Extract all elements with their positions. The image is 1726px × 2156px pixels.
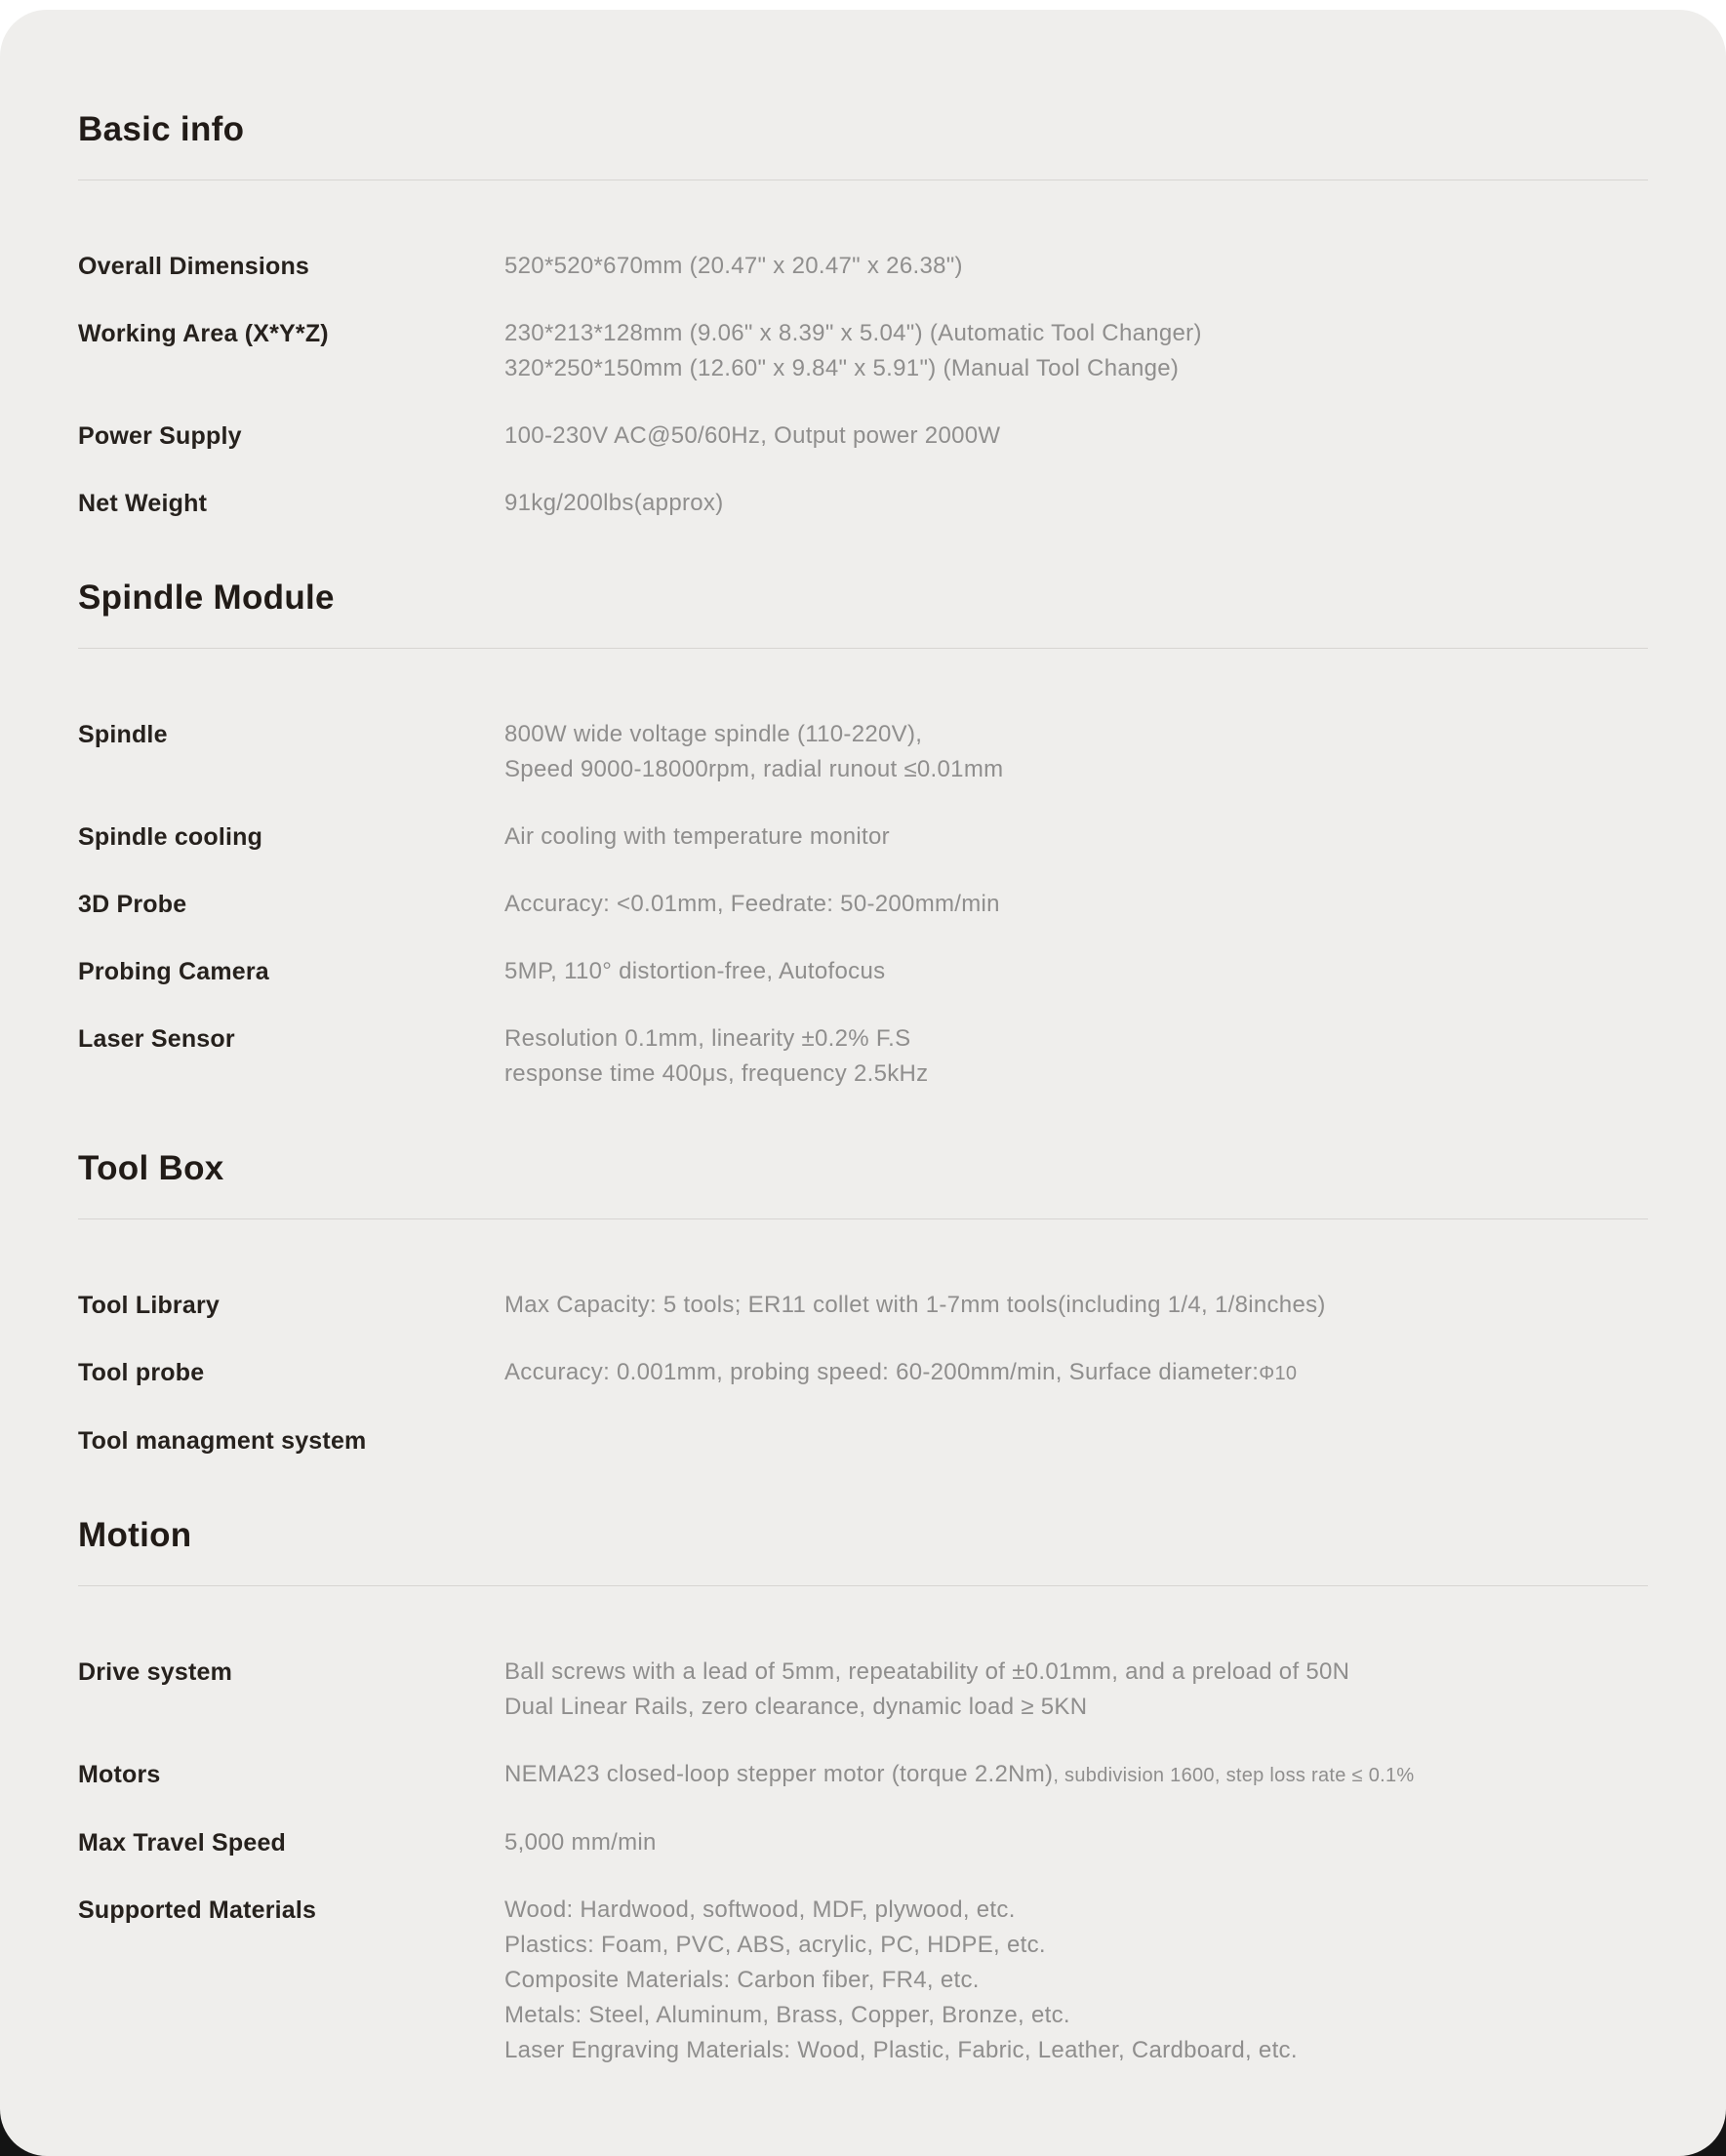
spec-value-line xyxy=(504,486,1648,521)
spec-row xyxy=(78,1893,1648,2068)
section-tool-box xyxy=(78,1146,1648,1458)
spec-row xyxy=(78,1825,1648,1860)
spec-value-segment: response time 400μs, frequency 2.5kHz xyxy=(504,1060,929,1087)
spec-value-line xyxy=(504,419,1648,454)
spec-value-line xyxy=(504,2033,1648,2068)
section-divider xyxy=(78,1585,1648,1586)
spec-row xyxy=(78,486,1648,521)
spec-label: Spindle cooling xyxy=(78,823,263,851)
spec-value-segment: Ball screws with a lead of 5mm, repeatability of ±0.01mm, and a preload of 50N xyxy=(504,1658,1350,1685)
spec-row xyxy=(78,819,1648,855)
spec-rows xyxy=(78,1655,1648,2068)
spec-value-line xyxy=(504,351,1648,386)
spec-value-line xyxy=(504,752,1648,787)
spec-value-segment: Metals: Steel, Aluminum, Brass, Copper, Bronze, etc. xyxy=(504,2002,1070,2028)
spec-row xyxy=(78,954,1648,989)
spec-value-line xyxy=(504,1288,1648,1323)
spec-value-line xyxy=(504,1355,1648,1391)
spec-label: Net Weight xyxy=(78,490,208,517)
spec-value-line xyxy=(504,954,1648,989)
spec-row xyxy=(78,1355,1648,1391)
spec-value-line xyxy=(504,1021,1648,1057)
spec-value-line xyxy=(504,819,1648,855)
spec-value-line xyxy=(504,1690,1648,1725)
section-basic-info xyxy=(78,107,1648,521)
spec-row xyxy=(78,249,1648,284)
spec-value xyxy=(504,316,1648,386)
spec-value-segment: 100-230V AC@50/60Hz, Output power 2000W xyxy=(504,422,1001,449)
spec-value-segment: 5MP, 110° distortion-free, Autofocus xyxy=(504,958,886,984)
spec-value-segment: Resolution 0.1mm, linearity ±0.2% F.S xyxy=(504,1025,911,1052)
section-title: Motion xyxy=(78,1516,192,1554)
spec-value xyxy=(504,717,1648,787)
spec-row xyxy=(78,316,1648,386)
spec-row xyxy=(78,1655,1648,1725)
section-spindle-module xyxy=(78,576,1648,1092)
spec-label: Overall Dimensions xyxy=(78,253,310,280)
spec-rows xyxy=(78,717,1648,1092)
spec-value xyxy=(504,1288,1648,1323)
spec-value-segment: Speed 9000-18000rpm, radial runout ≤0.01mm xyxy=(504,756,1004,782)
spec-card xyxy=(0,10,1726,2156)
spec-value xyxy=(504,887,1648,922)
spec-value-segment: 5,000 mm/min xyxy=(504,1829,657,1856)
spec-value-segment: Composite Materials: Carbon fiber, FR4, etc. xyxy=(504,1967,980,1993)
spec-value-line xyxy=(504,1998,1648,2033)
spec-label: Drive system xyxy=(78,1658,233,1686)
spec-label: Max Travel Speed xyxy=(78,1829,287,1857)
spec-value-line xyxy=(504,717,1648,752)
spec-label: Tool probe xyxy=(78,1359,205,1386)
spec-value-line xyxy=(504,1893,1648,1928)
section-divider xyxy=(78,1218,1648,1219)
spec-row xyxy=(78,1423,1648,1458)
spec-value-line xyxy=(504,1928,1648,1963)
spec-value xyxy=(504,954,1648,989)
spec-label: Probing Camera xyxy=(78,958,269,985)
spec-label: Working Area (X*Y*Z) xyxy=(78,320,329,347)
spec-value xyxy=(504,486,1648,521)
spec-value xyxy=(504,1655,1648,1725)
spec-value xyxy=(504,1355,1648,1391)
spec-label: Laser Sensor xyxy=(78,1025,235,1053)
spec-value xyxy=(504,819,1648,855)
spec-label: Supported Materials xyxy=(78,1896,317,1924)
spec-value-segment: Laser Engraving Materials: Wood, Plastic, Fabric, Leather, Cardboard, etc. xyxy=(504,2037,1298,2063)
spec-row xyxy=(78,887,1648,922)
spec-value xyxy=(504,419,1648,454)
spec-value-segment: 91kg/200lbs(approx) xyxy=(504,490,724,516)
spec-value-segment: Max Capacity: 5 tools; ER11 collet with 1-7mm tools(including 1/4, 1/8inches) xyxy=(504,1292,1326,1318)
spec-value-segment: Plastics: Foam, PVC, ABS, acrylic, PC, HDPE, etc. xyxy=(504,1932,1046,1958)
spec-value-line xyxy=(504,1825,1648,1860)
spec-label: Tool managment system xyxy=(78,1427,367,1455)
spec-value xyxy=(504,1825,1648,1860)
section-title: Tool Box xyxy=(78,1149,224,1187)
spec-value-segment: NEMA23 closed-loop stepper motor (torque 2.2Nm) xyxy=(504,1761,1054,1787)
spec-value-line xyxy=(504,316,1648,351)
spec-value-line xyxy=(504,1655,1648,1690)
spec-value-segment: 520*520*670mm (20.47" x 20.47" x 26.38") xyxy=(504,253,963,279)
spec-value-segment: Accuracy: 0.001mm, probing speed: 60-200mm/min, Surface diameter: xyxy=(504,1359,1260,1385)
spec-value-line xyxy=(504,887,1648,922)
spec-value-segment: 230*213*128mm (9.06" x 8.39" x 5.04") (Automatic Tool Changer) xyxy=(504,320,1202,346)
spec-value-segment: 320*250*150mm (12.60" x 9.84" x 5.91") (Manual Tool Change) xyxy=(504,355,1180,381)
spec-value-segment: Air cooling with temperature monitor xyxy=(504,823,890,850)
spec-value xyxy=(504,1757,1648,1793)
spec-label: Spindle xyxy=(78,721,168,748)
spec-value-line xyxy=(504,1757,1648,1793)
section-motion xyxy=(78,1513,1648,2068)
spec-value-line xyxy=(504,1057,1648,1092)
spec-label: Motors xyxy=(78,1761,161,1788)
spec-value-line xyxy=(504,1963,1648,1998)
section-divider xyxy=(78,648,1648,649)
spec-row xyxy=(78,419,1648,454)
spec-value-segment: Φ10 xyxy=(1259,1363,1298,1384)
spec-value-segment: Dual Linear Rails, zero clearance, dynamic load ≥ 5KN xyxy=(504,1694,1088,1720)
spec-value xyxy=(504,1893,1648,2068)
spec-row xyxy=(78,1021,1648,1092)
spec-value-segment: Accuracy: <0.01mm, Feedrate: 50-200mm/min xyxy=(504,891,1000,917)
spec-row xyxy=(78,1288,1648,1323)
spec-rows xyxy=(78,249,1648,521)
section-title: Spindle Module xyxy=(78,579,335,617)
spec-row xyxy=(78,1757,1648,1793)
spec-rows xyxy=(78,1288,1648,1458)
spec-value-line xyxy=(504,249,1648,284)
spec-value-segment: , subdivision 1600, step loss rate ≤ 0.1% xyxy=(1053,1765,1415,1786)
spec-value-segment: Wood: Hardwood, softwood, MDF, plywood, etc. xyxy=(504,1896,1016,1923)
spec-value xyxy=(504,1021,1648,1092)
spec-label: Tool Library xyxy=(78,1292,221,1319)
spec-row xyxy=(78,717,1648,787)
spec-label: 3D Probe xyxy=(78,891,187,918)
spec-value xyxy=(504,249,1648,284)
spec-value-segment: 800W wide voltage spindle (110-220V), xyxy=(504,721,923,747)
section-title: Basic info xyxy=(78,110,245,148)
spec-label: Power Supply xyxy=(78,422,242,450)
